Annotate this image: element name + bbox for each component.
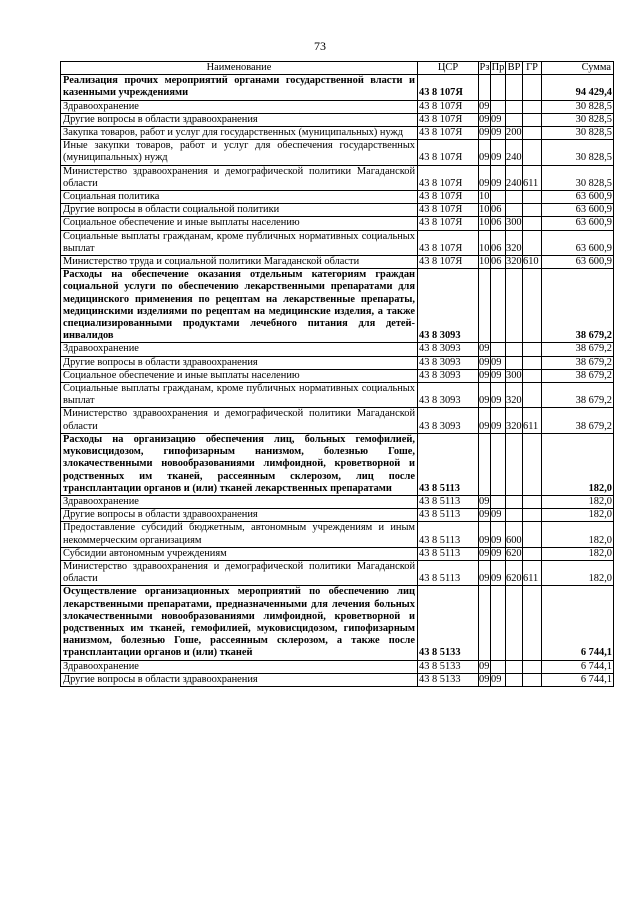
cell-rz: 09 [479, 113, 490, 125]
cell-sum: 182,0 [542, 433, 614, 495]
cell-sum: 63 600,9 [542, 204, 614, 217]
cell-gr: 611 [523, 560, 542, 585]
cell-name: Другие вопросы в области здравоохранения [61, 113, 418, 126]
cell-csr: 43 8 5133 [418, 660, 479, 673]
cell-sum: 63 600,9 [542, 191, 614, 204]
table-row [61, 522, 614, 547]
cell-gr [523, 547, 542, 560]
cell-name: Социальное обеспечение и иные выплаты населению [61, 217, 418, 230]
cell-name: Социальная политика [61, 191, 418, 204]
table-row [61, 75, 614, 100]
cell-gr [523, 100, 542, 113]
cell-name: Другие вопросы в области здравоохранения [61, 509, 418, 522]
cell-pr: 09 [491, 369, 506, 382]
cell-csr: 43 8 5113 [418, 522, 479, 547]
cell-name: Расходы на обеспечение оказания отдельным категориям граждан социальной услуги по обеспечению лекарственными препаратами для медицинского применения по рецептам на лекарственные препараты, медицинскими изделиями по рецептам на медицинские изделия, а также специализированными продуктами лечебного питания для детей-инвалидов [61, 269, 418, 343]
cell-sum: 182,0 [542, 522, 614, 547]
cell-name: Расходы на организацию обеспечения лиц, больных гемофилией, муковисцидозом, гипофизарным нанизмом, болезнью Гоше, злокачественными новообразованиями лимфоидной, кроветворной и родственных им тканей, рассеянным склерозом, лиц после трансплантации органов и (или) тканей лекарственных препаратами [61, 433, 418, 495]
table-body [61, 75, 614, 687]
cell-vr [506, 113, 523, 126]
cell-csr: 43 8 107Я [418, 217, 479, 230]
cell-rz: 10 [479, 204, 490, 216]
table-row [61, 586, 614, 660]
cell-vr [506, 509, 523, 522]
cell-pr: 06 [491, 256, 506, 269]
cell-gr [523, 383, 542, 408]
table-row [61, 495, 614, 508]
cell-name: Реализация прочих мероприятий органами государственной власти и казенными учреждениями [61, 75, 418, 100]
cell-rz: 09 [479, 547, 490, 559]
cell-pr: 09 [491, 522, 506, 547]
cell-sum: 38 679,2 [542, 408, 614, 433]
cell-sum: 63 600,9 [542, 230, 614, 255]
cell-gr [523, 509, 542, 522]
cell-rz: 09 [479, 673, 490, 685]
cell-rz: 09 [479, 100, 490, 112]
cell-sum: 30 828,5 [542, 100, 614, 113]
cell-vr [506, 343, 523, 356]
cell-vr: 200 [506, 127, 522, 139]
header-pr: Пр [491, 62, 505, 73]
cell-pr: 09 [491, 113, 506, 126]
cell-gr [523, 127, 542, 140]
cell-vr: 300 [506, 217, 522, 229]
cell-gr [523, 369, 542, 382]
cell-gr [523, 356, 542, 369]
cell-gr [523, 217, 542, 230]
cell-name: Министерство здравоохранения и демографической политики Магаданской области [61, 165, 418, 190]
cell-vr: 320 [506, 256, 522, 268]
cell-vr: 320 [506, 408, 523, 433]
cell-name: Социальное обеспечение и иные выплаты населению [61, 369, 418, 382]
cell-csr: 43 8 5133 [418, 586, 479, 660]
cell-rz: 09 [479, 495, 490, 507]
cell-csr: 43 8 5113 [418, 560, 479, 585]
cell-vr: 600 [506, 522, 523, 547]
cell-sum: 30 828,5 [542, 113, 614, 126]
cell-gr [523, 495, 542, 508]
cell-rz: 10 [479, 217, 490, 229]
cell-csr: 43 8 107Я [418, 113, 479, 126]
cell-sum: 94 429,4 [542, 75, 614, 100]
cell-pr: 06 [491, 217, 506, 230]
cell-pr: 06 [491, 230, 506, 255]
cell-sum: 6 744,1 [542, 660, 614, 673]
cell-pr: 09 [491, 560, 506, 585]
cell-rz: 09 [479, 140, 491, 165]
cell-rz [479, 269, 491, 343]
table-row [61, 217, 614, 230]
cell-vr [506, 269, 523, 343]
cell-pr [491, 75, 506, 100]
cell-rz: 09 [479, 522, 491, 547]
cell-name: Министерство здравоохранения и демографической политики Магаданской области [61, 408, 418, 433]
cell-pr [491, 191, 506, 204]
cell-name: Здравоохранение [61, 100, 418, 113]
cell-vr [506, 100, 523, 113]
cell-gr [523, 230, 542, 255]
cell-name: Другие вопросы в области здравоохранения [61, 356, 418, 369]
cell-sum: 63 600,9 [542, 217, 614, 230]
header-vr: ВР [506, 62, 523, 75]
cell-vr: 240 [506, 140, 523, 165]
cell-pr: 06 [491, 204, 506, 217]
cell-pr [491, 495, 506, 508]
table-row [61, 356, 614, 369]
page-number: 73 [314, 39, 326, 53]
cell-vr [506, 660, 523, 673]
cell-csr: 43 8 107Я [418, 75, 479, 100]
budget-table [60, 61, 614, 687]
header-name: Наименование [61, 62, 418, 75]
cell-csr: 43 8 107Я [418, 204, 479, 217]
cell-csr: 43 8 5113 [418, 509, 479, 522]
cell-vr: 240 [506, 165, 523, 190]
cell-csr: 43 8 3093 [418, 343, 479, 356]
cell-rz: 10 [479, 230, 491, 255]
cell-gr [523, 113, 542, 126]
table-row [61, 230, 614, 255]
cell-csr: 43 8 3093 [418, 408, 479, 433]
cell-gr [523, 75, 542, 100]
cell-pr: 09 [491, 127, 506, 140]
cell-csr: 43 8 107Я [418, 256, 479, 269]
cell-sum: 38 679,2 [542, 269, 614, 343]
cell-rz: 10 [479, 191, 490, 203]
cell-name: Здравоохранение [61, 495, 418, 508]
cell-pr [491, 660, 506, 673]
cell-sum: 30 828,5 [542, 127, 614, 140]
cell-csr: 43 8 5113 [418, 495, 479, 508]
table-row [61, 127, 614, 140]
cell-pr [491, 586, 506, 660]
cell-csr: 43 8 107Я [418, 100, 479, 113]
table-row [61, 673, 614, 686]
table-row [61, 191, 614, 204]
cell-rz: 09 [479, 127, 490, 139]
cell-name: Закупка товаров, работ и услуг для государственных (муниципальных) нужд [61, 127, 418, 140]
table-row [61, 509, 614, 522]
table-row [61, 369, 614, 382]
cell-rz: 09 [479, 383, 491, 408]
cell-vr [506, 433, 523, 495]
cell-vr [506, 586, 523, 660]
cell-pr: 09 [491, 140, 506, 165]
cell-name: Субсидии автономным учреждениям [61, 547, 418, 560]
cell-name: Иные закупки товаров, работ и услуг для обеспечения государственных (муниципальных) нужд [61, 140, 418, 165]
cell-vr: 320 [506, 383, 523, 408]
cell-rz: 09 [479, 356, 490, 368]
cell-pr [491, 433, 506, 495]
cell-name: Социальные выплаты гражданам, кроме публичных нормативных социальных выплат [61, 383, 418, 408]
cell-vr: 620 [506, 547, 522, 559]
cell-sum: 182,0 [542, 509, 614, 522]
cell-vr [506, 495, 523, 508]
cell-gr: 611 [523, 408, 542, 433]
cell-sum: 30 828,5 [542, 140, 614, 165]
cell-vr [506, 191, 523, 204]
cell-gr [523, 660, 542, 673]
cell-rz: 09 [479, 660, 490, 672]
cell-gr [523, 191, 542, 204]
cell-gr [523, 433, 542, 495]
cell-gr [523, 586, 542, 660]
cell-vr: 300 [506, 369, 522, 381]
cell-vr: 620 [506, 560, 523, 585]
cell-sum: 38 679,2 [542, 369, 614, 382]
table-row [61, 100, 614, 113]
cell-sum: 38 679,2 [542, 356, 614, 369]
cell-gr [523, 204, 542, 217]
cell-sum: 30 828,5 [542, 165, 614, 190]
cell-rz: 09 [479, 343, 490, 355]
cell-pr: 09 [491, 509, 506, 522]
cell-vr: 320 [506, 230, 523, 255]
table-row [61, 547, 614, 560]
table-row [61, 140, 614, 165]
cell-csr: 43 8 107Я [418, 191, 479, 204]
cell-rz [479, 433, 491, 495]
table-row [61, 256, 614, 269]
cell-rz: 09 [479, 560, 491, 585]
cell-name: Предоставление субсидий бюджетным, автономным учреждениям и иным некоммерческим организациям [61, 522, 418, 547]
cell-name: Социальные выплаты гражданам, кроме публичных нормативных социальных выплат [61, 230, 418, 255]
cell-csr: 43 8 5133 [418, 673, 479, 686]
cell-rz: 09 [479, 165, 491, 190]
cell-rz: 10 [479, 256, 490, 268]
cell-rz [479, 75, 491, 100]
cell-gr [523, 269, 542, 343]
cell-gr [523, 140, 542, 165]
cell-sum: 6 744,1 [542, 673, 614, 686]
table-row [61, 269, 614, 343]
cell-name: Осуществление организационных мероприятий по обеспечению лиц лекарственными препаратами, предназначенными для лечения больных злокачественными новообразованиями лимфоидной, кроветворной и родственных им тканей, гемофилией, муковисцидозом, гипофизарным нанизмом, болезнью Гоше, рассеянным склерозом, а также после трансплантации органов и (или) тканей [61, 586, 418, 660]
table-row [61, 433, 614, 495]
cell-pr: 09 [491, 356, 506, 369]
cell-pr: 09 [491, 547, 506, 560]
cell-gr: 611 [523, 165, 542, 190]
cell-pr: 09 [491, 383, 506, 408]
cell-csr: 43 8 107Я [418, 140, 479, 165]
cell-sum: 6 744,1 [542, 586, 614, 660]
cell-sum: 182,0 [542, 560, 614, 585]
header-gr: ГР [523, 62, 542, 75]
cell-vr [506, 356, 523, 369]
table-row [61, 343, 614, 356]
cell-pr [491, 343, 506, 356]
cell-rz: 09 [479, 509, 490, 521]
cell-name: Другие вопросы в области социальной политики [61, 204, 418, 217]
cell-csr: 43 8 5113 [418, 547, 479, 560]
cell-pr: 09 [491, 408, 506, 433]
table-row [61, 660, 614, 673]
table-row [61, 204, 614, 217]
cell-name: Здравоохранение [61, 343, 418, 356]
cell-csr: 43 8 5113 [418, 433, 479, 495]
cell-pr: 09 [491, 165, 506, 190]
cell-sum: 63 600,9 [542, 256, 614, 269]
cell-csr: 43 8 3093 [418, 383, 479, 408]
table-header-row [61, 62, 614, 75]
cell-csr: 43 8 107Я [418, 165, 479, 190]
cell-name: Министерство здравоохранения и демографической политики Магаданской области [61, 560, 418, 585]
cell-gr [523, 522, 542, 547]
cell-gr [523, 673, 542, 686]
cell-csr: 43 8 107Я [418, 127, 479, 140]
cell-sum: 182,0 [542, 495, 614, 508]
cell-csr: 43 8 107Я [418, 230, 479, 255]
cell-name: Другие вопросы в области здравоохранения [61, 673, 418, 686]
cell-name: Здравоохранение [61, 660, 418, 673]
header-csr: ЦСР [418, 62, 479, 75]
table-row [61, 113, 614, 126]
cell-vr [506, 673, 523, 686]
cell-rz: 09 [479, 369, 490, 381]
cell-sum: 182,0 [542, 547, 614, 560]
cell-name: Министерство труда и социальной политики Магаданской области [61, 256, 418, 269]
header-rz: Рз [479, 62, 490, 73]
table-row [61, 383, 614, 408]
cell-sum: 38 679,2 [542, 343, 614, 356]
header-sum: Сумма [542, 62, 614, 75]
cell-gr [523, 343, 542, 356]
cell-csr: 43 8 3093 [418, 356, 479, 369]
table-row [61, 165, 614, 190]
cell-rz [479, 586, 491, 660]
cell-vr [506, 204, 523, 217]
cell-rz: 09 [479, 408, 491, 433]
cell-pr: 09 [491, 673, 506, 686]
table-row [61, 408, 614, 433]
cell-vr [506, 75, 523, 100]
cell-csr: 43 8 3093 [418, 269, 479, 343]
cell-sum: 38 679,2 [542, 383, 614, 408]
cell-csr: 43 8 3093 [418, 369, 479, 382]
table-row [61, 560, 614, 585]
cell-gr: 610 [523, 256, 542, 269]
cell-pr [491, 100, 506, 113]
cell-pr [491, 269, 506, 343]
